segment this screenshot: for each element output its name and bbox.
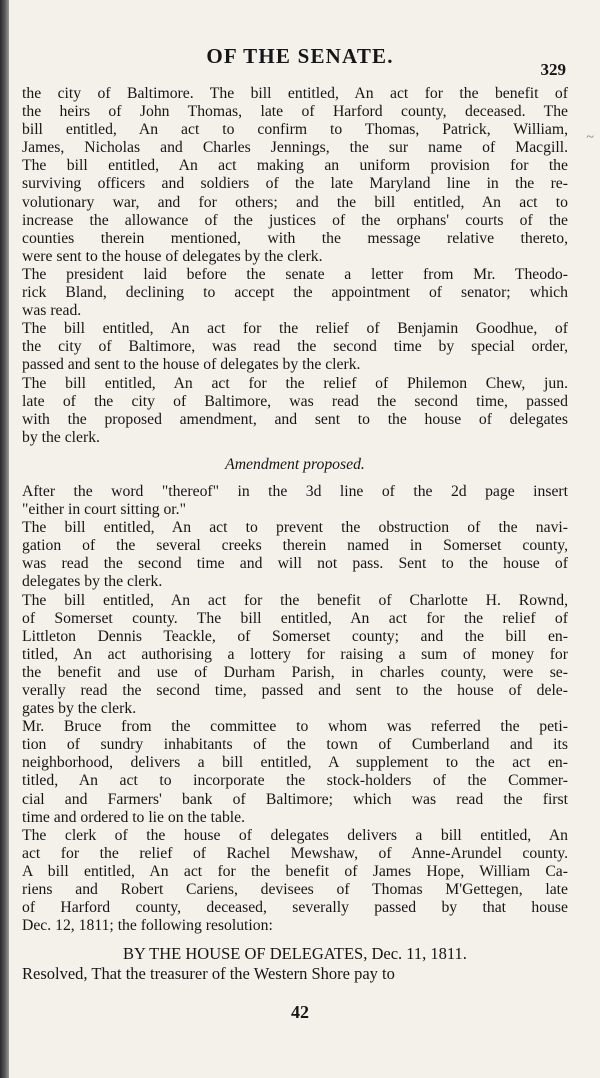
text-line: cial and Farmers' bank of Baltimore; which was read the first: [22, 790, 568, 808]
text-line: with the proposed amendment, and sent to the house of delegates: [22, 410, 568, 428]
page-number: 329: [540, 60, 566, 79]
text-line: "either in court sitting or.": [22, 501, 186, 519]
text-line: titled, An act to incorporate the stock-holders of the Commer-: [22, 772, 568, 790]
text-line: rick Bland, declining to accept the appointment of senator; which: [22, 284, 568, 302]
text-line: increase the allowance of the justices of the orphans' courts of the: [22, 211, 568, 229]
text-line: counties therein mentioned, with the message relative thereto,: [22, 229, 568, 247]
text-line: riens and Robert Cariens, devisees of Thomas M'Gettegen, late: [22, 881, 568, 899]
text-line: The bill entitled, An act for the relief of Philemon Chew, jun.: [22, 374, 568, 392]
text-line: Resolved, That the treasurer of the Western Shore pay to: [22, 965, 395, 984]
text-line: James, Nicholas and Charles Jennings, the sur name of Macgill.: [22, 139, 568, 157]
text-line: passed and sent to the house of delegates by the clerk.: [22, 356, 361, 374]
signature-mark: 42: [291, 1002, 309, 1022]
text-line: neighborhood, delivers a bill entitled, A supplement to the act en-: [22, 754, 568, 772]
text-line: late of the city of Baltimore, was read the second time, passed: [22, 392, 568, 410]
text-line: act for the relief of Rachel Mewshaw, of Anne-Arundel county.: [22, 844, 568, 862]
text-line: The president laid before the senate a letter from Mr. Theodo-: [22, 265, 568, 283]
text-line: The bill entitled, An act for the relief of Benjamin Goodhue, of: [22, 320, 568, 338]
text-line: the city of Baltimore. The bill entitled, An act for the benefit of: [22, 85, 568, 102]
text-line: was read.: [22, 302, 82, 320]
text-line: BY THE HOUSE OF DELEGATES, Dec. 11, 1811.: [123, 945, 467, 964]
text-line: A bill entitled, An act for the benefit of James Hope, William Ca-: [22, 862, 568, 880]
running-head: OF THE SENATE.: [206, 44, 394, 68]
text-line: Littleton Dennis Teackle, of Somerset county; and the bill en-: [22, 627, 568, 645]
text-line: surviving officers and soldiers of the late Maryland line in the re-: [22, 175, 568, 193]
text-line: The clerk of the house of delegates delivers a bill entitled, An: [22, 826, 568, 844]
text-line: The bill entitled, An act making an uniform provision for the: [22, 157, 568, 175]
text-line: delegates by the clerk.: [22, 573, 163, 591]
text-line: The bill entitled, An act for the benefit of Charlotte H. Rownd,: [22, 591, 568, 609]
text-line: by the clerk.: [22, 428, 100, 446]
text-line: volutionary war, and for others; and the bill entitled, An act to: [22, 193, 568, 211]
section-heading: Amendment proposed.: [225, 455, 365, 473]
text-line: tion of sundry inhabitants of the town of Cumberland and its: [22, 736, 568, 754]
text-line: bill entitled, An act to confirm to Thomas, Patrick, William,: [22, 121, 568, 139]
text-line: were sent to the house of delegates by the clerk.: [22, 247, 323, 265]
text-line: the city of Baltimore, was read the second time by special order,: [22, 338, 568, 356]
text-line: time and ordered to lie on the table.: [22, 808, 246, 826]
page-binding-edge: [0, 0, 9, 1078]
text-line: The bill entitled, An act to prevent the obstruction of the navi-: [22, 519, 568, 537]
text-line: gates by the clerk.: [22, 700, 137, 718]
page-header: [20, 40, 580, 79]
text-line: the benefit and use of Durham Parish, in charles county, were se-: [22, 663, 568, 681]
text-line: Dec. 12, 1811; the following resolution:: [22, 917, 273, 935]
text-line: of Harford county, deceased, severally passed by that house: [22, 899, 568, 917]
body-text: [22, 85, 568, 983]
margin-mark: ~: [586, 130, 594, 145]
text-line: After the word "thereof" in the 3d line of the 2d page insert: [22, 482, 568, 500]
text-line: the heirs of John Thomas, late of Harford county, deceased. The: [22, 103, 568, 121]
text-line: Mr. Bruce from the committee to whom was referred the peti-: [22, 718, 568, 736]
text-line: gation of the several creeks therein named in Somerset county,: [22, 537, 568, 555]
text-line: verally read the second time, passed and sent to the house of dele-: [22, 682, 568, 699]
text-line: of Somerset county. The bill entitled, An act for the relief of: [22, 609, 568, 627]
text-line: was read the second time and will not pass. Sent to the house of: [22, 555, 568, 573]
text-line: titled, An act authorising a lottery for raising a sum of money for: [22, 645, 568, 663]
